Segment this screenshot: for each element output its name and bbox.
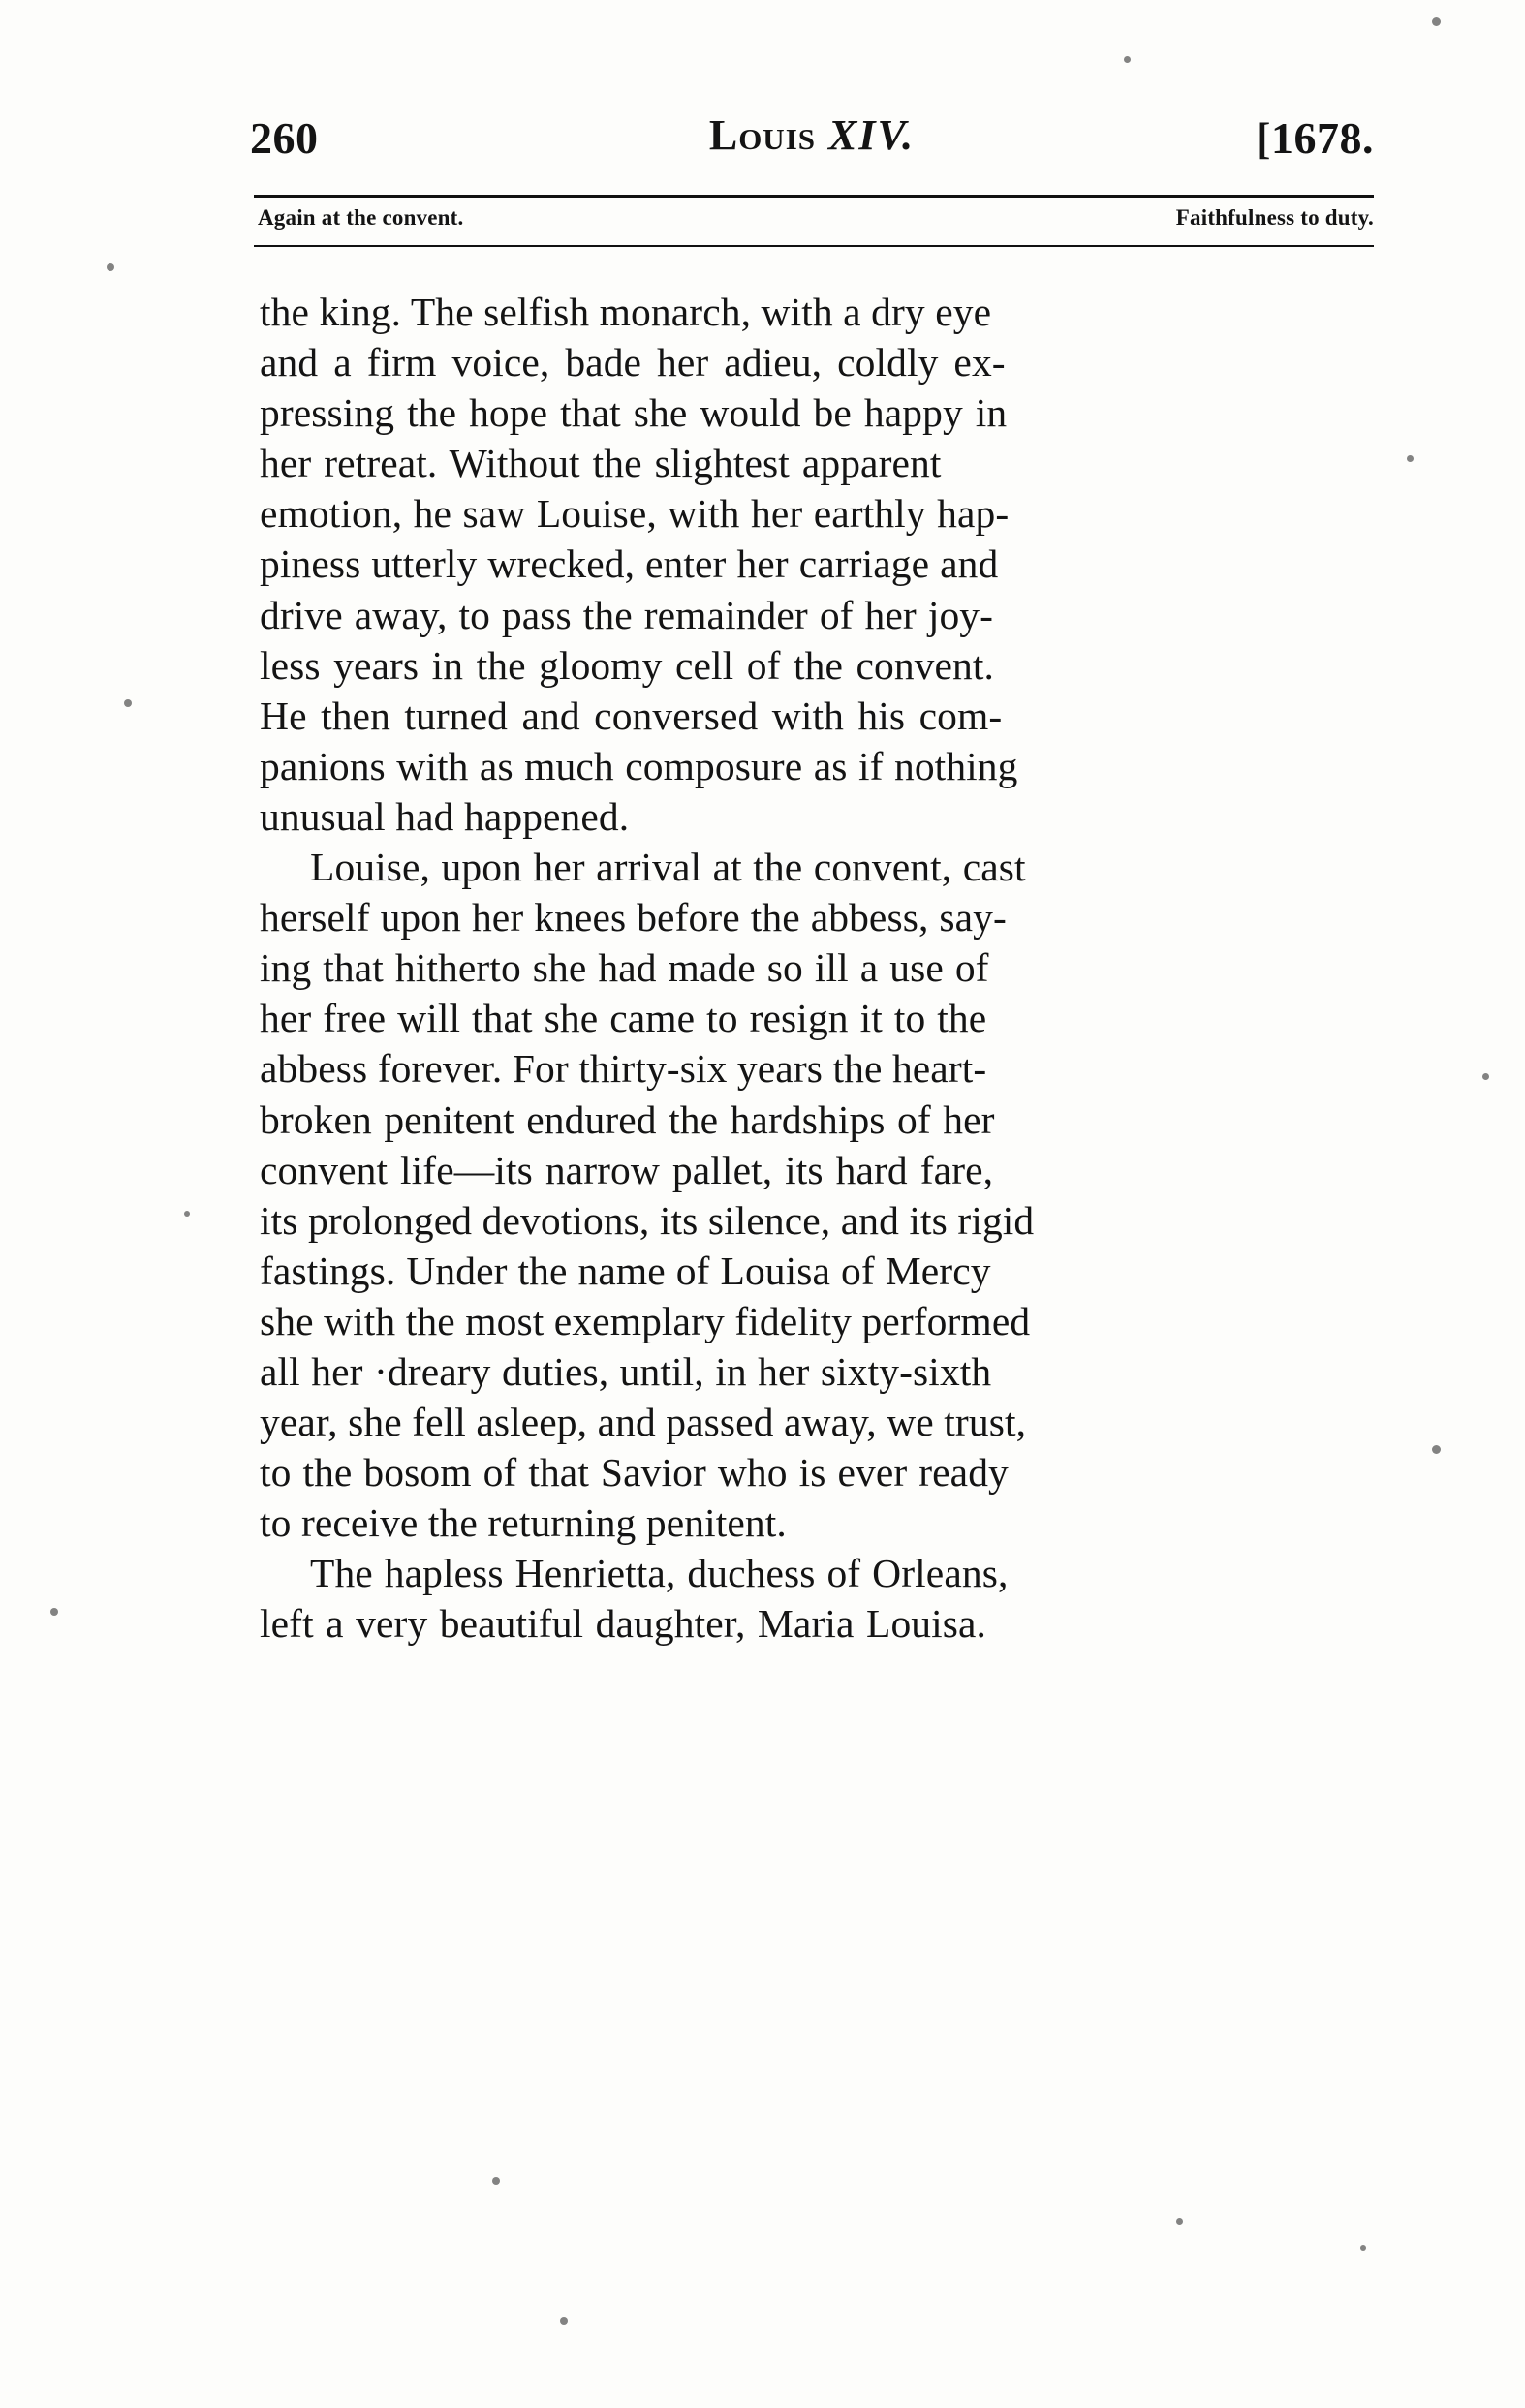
scan-speck bbox=[1176, 2218, 1183, 2225]
scan-speck bbox=[560, 2317, 568, 2325]
page-title bbox=[250, 110, 1374, 160]
body-line: less years in the gloomy cell of the convent. bbox=[260, 642, 995, 688]
body-line: unusual had happened. bbox=[260, 793, 630, 839]
body-line: to the bosom of that Savior who is ever ready bbox=[260, 1450, 1009, 1496]
sidehead-right: Faithfulness to duty. bbox=[1175, 205, 1374, 230]
scan-speck bbox=[124, 699, 132, 707]
scan-speck bbox=[1360, 2245, 1366, 2251]
scan-speck bbox=[50, 1608, 58, 1616]
body-line: she with the most exemplary fidelity performed bbox=[260, 1298, 1031, 1343]
body-text bbox=[260, 287, 1382, 1650]
scan-speck bbox=[107, 263, 114, 271]
body-line: panions with as much composure as if nothing bbox=[260, 743, 1018, 788]
body-line: year, she fell asleep, and passed away, we trust, bbox=[260, 1400, 1027, 1445]
body-line: pressing the hope that she would be happy in bbox=[260, 390, 1008, 436]
body-line: its prolonged devotions, its silence, and its rigid bbox=[260, 1197, 1035, 1243]
page-number: 260 bbox=[250, 113, 319, 163]
body-line: fastings. Under the name of Louisa of Mercy bbox=[260, 1248, 991, 1293]
body-line: The hapless Henrietta, duchess of Orleans, bbox=[310, 1551, 1009, 1596]
scan-speck bbox=[1407, 455, 1414, 462]
body-line: and a firm voice, bade her adieu, coldly ex- bbox=[260, 340, 1006, 386]
body-line: to receive the returning penitent. bbox=[260, 1500, 787, 1546]
body-line: broken penitent endured the hardships of her bbox=[260, 1096, 995, 1142]
body-line: emotion, he saw Louise, with her earthly hap- bbox=[260, 491, 1010, 537]
body-line: the king. The selfish monarch, with a dry eye bbox=[260, 290, 992, 334]
body-line: abbess forever. For thirty-six years the heart- bbox=[260, 1046, 987, 1092]
scan-speck bbox=[1482, 1073, 1489, 1080]
scan-speck bbox=[1124, 56, 1131, 63]
body-line: her retreat. Without the slightest apparent bbox=[260, 441, 942, 486]
body-line: all her ·dreary duties, until, in her sixty-sixth bbox=[260, 1348, 992, 1394]
body-line: ing that hitherto she had made so ill a use of bbox=[260, 945, 989, 991]
scan-speck bbox=[184, 1211, 190, 1217]
body-line: He then turned and conversed with his com- bbox=[260, 693, 1003, 738]
body-line: Louise, upon her arrival at the convent, cast bbox=[310, 845, 1026, 890]
page-year: [1678. bbox=[1256, 113, 1374, 163]
page-title-regnal: XIV. bbox=[828, 111, 916, 159]
scan-speck bbox=[1432, 1445, 1441, 1454]
body-line: left a very beautiful daughter, Maria Louisa. bbox=[260, 1601, 987, 1647]
body-line: drive away, to pass the remainder of her joy- bbox=[260, 592, 994, 637]
side-headings bbox=[258, 205, 1374, 238]
subheader-rule bbox=[254, 245, 1374, 247]
sidehead-left: Again at the convent. bbox=[258, 205, 464, 230]
body-line: her free will that she came to resign it to the bbox=[260, 996, 987, 1041]
running-head bbox=[250, 103, 1374, 180]
body-line: convent life—its narrow pallet, its hard fare, bbox=[260, 1147, 994, 1192]
scan-speck bbox=[492, 2177, 500, 2185]
body-line: herself upon her knees before the abbess, say- bbox=[260, 895, 1007, 941]
header-rule bbox=[254, 195, 1374, 198]
page-title-smallcaps: Louis bbox=[708, 111, 816, 159]
body-line: piness utterly wrecked, enter her carriage and bbox=[260, 541, 999, 587]
scan-speck bbox=[1432, 17, 1441, 26]
